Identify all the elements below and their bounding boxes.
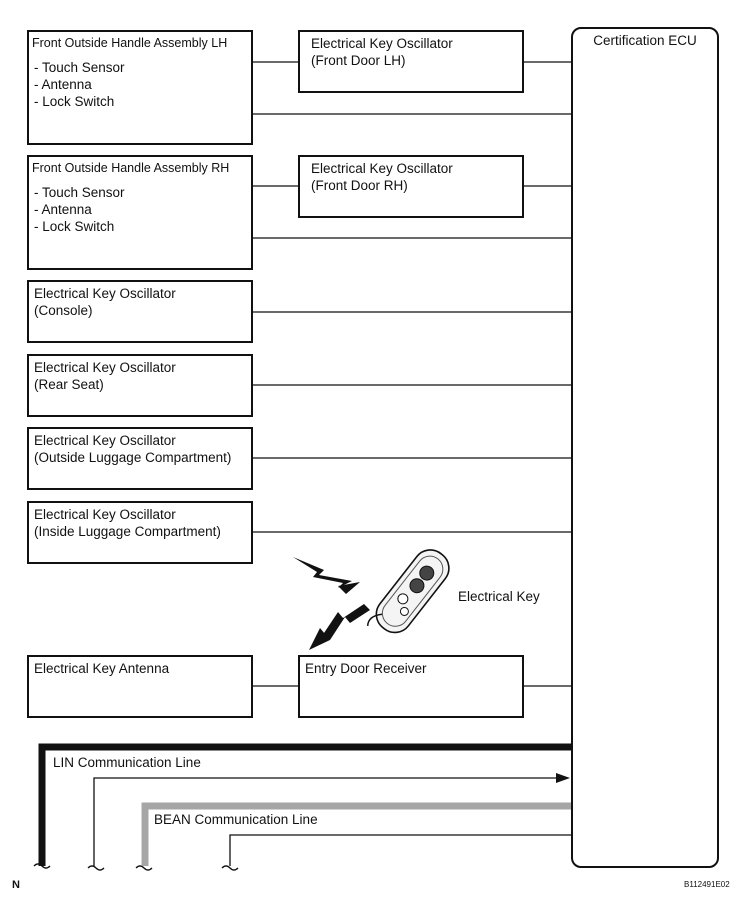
- handle-lh-title: Front Outside Handle Assembly LH: [32, 36, 228, 50]
- bean-line-label: BEAN Communication Line: [154, 812, 318, 827]
- bean-return-line: [230, 835, 571, 866]
- oscillator-front-door-lh-label: Electrical Key Oscillator (Front Door LH): [311, 36, 453, 68]
- electrical-key-icon: [365, 543, 456, 646]
- oscillator-inside-luggage-label: Electrical Key Oscillator (Inside Luggage Compartment): [34, 507, 221, 539]
- lin-line-label: LIN Communication Line: [53, 755, 201, 770]
- oscillator-outside-luggage: [27, 427, 253, 490]
- handle-rh-item: - Antenna: [34, 202, 92, 217]
- front-outside-handle-lh: [27, 30, 253, 145]
- oscillator-rear-seat-label: Electrical Key Oscillator (Rear Seat): [34, 360, 176, 392]
- handle-lh-item: - Touch Sensor: [34, 60, 125, 75]
- oscillator-console: [27, 280, 253, 343]
- footer-left-mark: N: [12, 879, 20, 891]
- handle-lh-item: - Lock Switch: [34, 94, 115, 109]
- electrical-key-antenna-label: Electrical Key Antenna: [34, 661, 170, 676]
- certification-ecu: [571, 27, 719, 868]
- lin-thin-end: [88, 866, 104, 870]
- handle-rh-title: Front Outside Handle Assembly RH: [32, 161, 230, 175]
- bean-thick-end: [136, 866, 152, 870]
- ecu-label: Certification ECU: [593, 33, 697, 48]
- lin-arrow-head: [556, 773, 570, 783]
- electrical-key-antenna: [27, 655, 253, 718]
- handle-rh-item: - Lock Switch: [34, 219, 115, 234]
- handle-lh-items: [29, 51, 251, 110]
- oscillator-front-door-lh: [298, 30, 524, 93]
- handle-lh-item: - Antenna: [34, 77, 92, 92]
- oscillator-front-door-rh-label: Electrical Key Oscillator (Front Door RH): [311, 161, 453, 193]
- signal-to-key-icon: [293, 557, 360, 594]
- oscillator-console-label: Electrical Key Oscillator (Console): [34, 286, 176, 318]
- electrical-key-label: Electrical Key: [458, 589, 540, 604]
- bean-thin-end: [222, 866, 238, 870]
- entry-door-receiver-label: Entry Door Receiver: [305, 661, 427, 676]
- entry-door-receiver: [298, 655, 524, 718]
- handle-rh-items: [29, 176, 251, 235]
- figure-code: B112491E02: [684, 880, 730, 889]
- front-outside-handle-rh: [27, 155, 253, 270]
- oscillator-inside-luggage: [27, 501, 253, 564]
- oscillator-outside-luggage-label: Electrical Key Oscillator (Outside Luggage Compartment): [34, 433, 232, 465]
- handle-rh-item: - Touch Sensor: [34, 185, 125, 200]
- oscillator-rear-seat: [27, 354, 253, 417]
- signal-from-key-icon: [309, 604, 370, 650]
- oscillator-front-door-rh: [298, 155, 524, 218]
